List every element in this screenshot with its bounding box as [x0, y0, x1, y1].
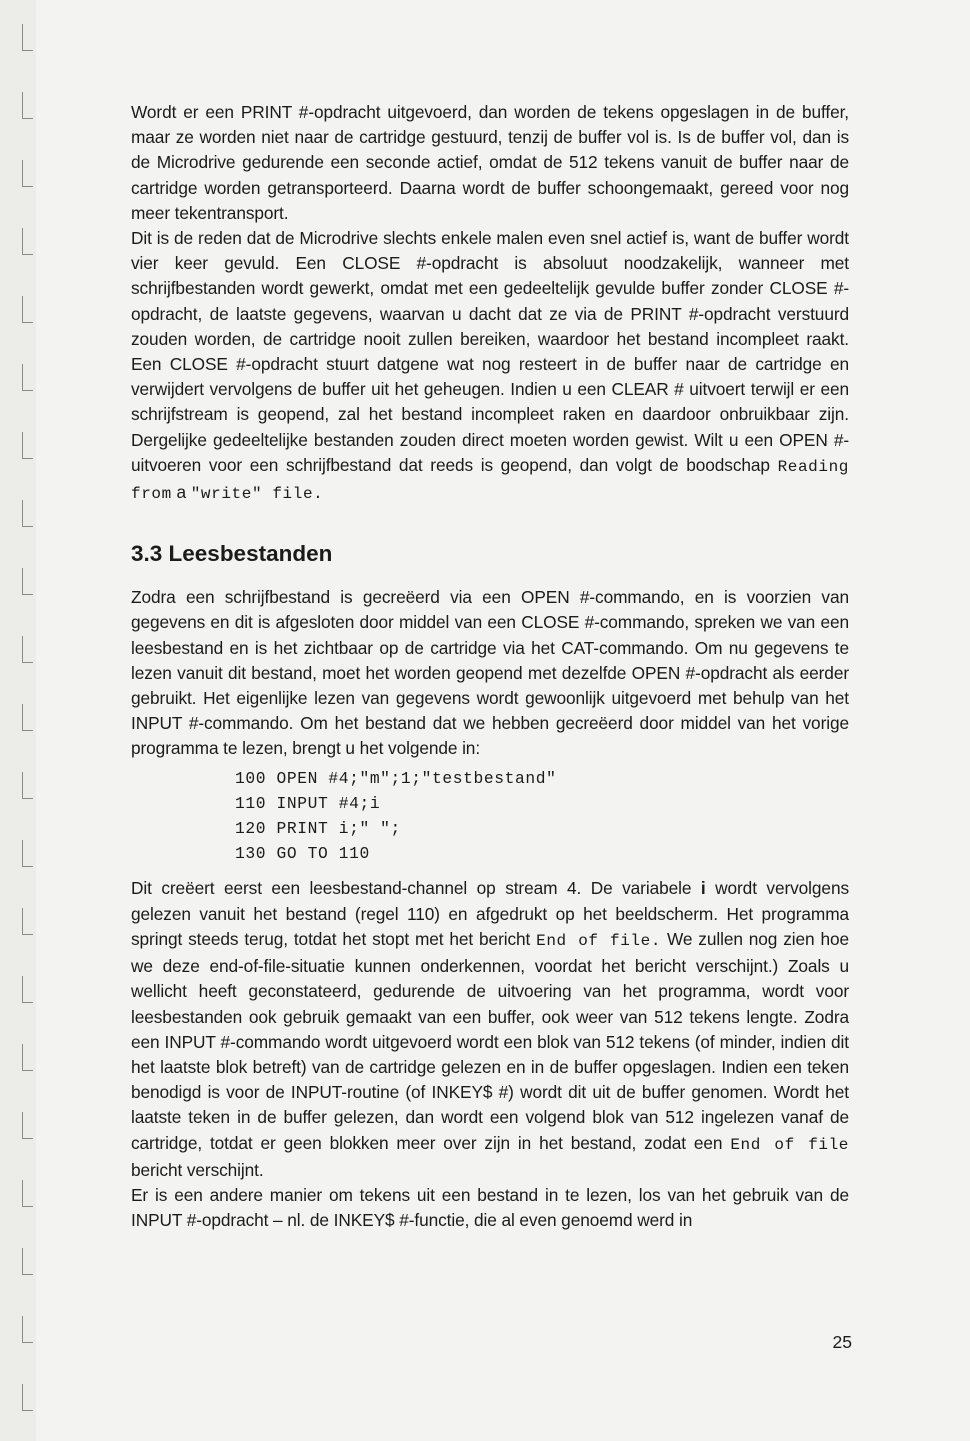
paragraph-text: wordt vervolgens gelezen vanuit het bestand (regel 110) en afgedrukt op het beeldscherm. Het programma springt steeds terug, totdat het stopt met het bericht — [131, 878, 849, 949]
binding-hole — [22, 908, 33, 935]
binding-hole — [22, 772, 33, 799]
binding-hole — [22, 1044, 33, 1071]
code-listing — [235, 766, 849, 867]
binding-hole — [22, 364, 33, 391]
code-line: 110 INPUT #4;i — [235, 793, 381, 813]
paragraph-read-channel — [131, 876, 849, 1182]
inline-code: End of file. — [536, 931, 662, 950]
inline-code: "write" file. — [190, 485, 324, 504]
section-heading: 3.3 Leesbestanden — [131, 541, 333, 567]
binding-hole — [22, 92, 33, 119]
binding-hole — [22, 160, 33, 187]
code-line: 100 OPEN #4;"m";1;"testbestand" — [235, 768, 557, 788]
variable-name: i — [700, 878, 706, 899]
paragraph-print-buffer: Wordt er een PRINT #-opdracht uitgevoerd, dan worden de tekens opgeslagen in de buffer, maar ze worden niet naar de cartridge gestuurd, tenzij de buffer vol is. Is de buffer vol, dan is de Microdrive gedurende een seconde actief, omdat de 512 tekens vanuit de buffer naar de cartridge worden getransporteerd. Daarna wordt de buffer schoongemaakt, gereed voor nog meer tekentransport. — [131, 102, 849, 223]
binding-hole — [22, 704, 33, 731]
inline-code: Reading — [777, 457, 849, 476]
binding-hole — [22, 1248, 33, 1275]
binding-hole — [22, 1180, 33, 1207]
inline-code: from — [131, 485, 172, 504]
paragraph-text: a — [176, 482, 187, 503]
binding-hole — [22, 636, 33, 663]
binding-hole — [22, 296, 33, 323]
paragraph-text: bericht verschijnt. — [131, 1159, 264, 1180]
code-line: 120 PRINT i;" "; — [235, 819, 401, 839]
binding-hole — [22, 1112, 33, 1139]
binding-hole — [22, 568, 33, 595]
binding-hole — [22, 1316, 33, 1343]
binding-hole — [22, 976, 33, 1003]
paragraph-close-required — [131, 226, 849, 507]
paragraph-text: We zullen nog zien hoe we deze end-of-file-situatie kunnen onderkennen, voordat het bericht verschijnt.) Zoals u wellicht heeft geconstateerd, gedurende de uitvoering van het programma, wordt voor leesbestanden ook gebruik gemaakt van een buffer, ook weer van 512 tekens lengte. Zodra een INPUT #-commando wordt uitgevoerd wordt een blok van 512 tekens (of minder, indien dit het laatste blok betreft) van de cartridge gelezen en in de buffer opgeslagen. Indien een teken benodigd is voor de INPUT-routine (of INKEY$ #) wordt dit uit de buffer genomen. Wordt het laatste teken in de buffer gelezen, dan wordt een volgend blok van 512 ingelezen vanaf de cartridge, totdat er geen blokken meer over zijn in het bestand, zodat een — [131, 928, 849, 1153]
paragraph-inkey: Er is een andere manier om tekens uit een bestand in te lezen, los van het gebruik van de INPUT #-opdracht – nl. de INKEY$ #-functie, die al even genoemd werd in — [131, 1184, 849, 1231]
binding-hole — [22, 432, 33, 459]
inline-code: End of file — [730, 1135, 849, 1154]
page-content — [131, 100, 849, 1233]
paragraph-text: Dit is de reden dat de Microdrive slechts enkele malen even snel actief is, want de buffer wordt vier keer gevuld. Een CLOSE #-opdracht is absoluut noodzakelijk, wanneer met schrijfbestanden wordt gewerkt, omdat met een gedeeltelijk gevulde buffer zonder CLOSE #-opdracht, de laatste gegevens, waarvan u dacht dat ze via de PRINT #-opdracht verstuurd zouden worden, de cartridge nooit zullen bereiken, waardoor het bestand incompleet raakt. Een CLOSE #-opdracht stuurt datgene wat nog resteert in de buffer naar de cartridge en verwijdert vervolgens de buffer uit het geheugen. Indien u een CLEAR # uitvoert terwijl er een schrijfstream is geopend, zal het bestand incompleet raken en daardoor onbruikbaar zijn. Dergelijke gedeeltelijke bestanden zouden direct moeten worden gewist. Wilt u een OPEN #-uitvoeren voor een schrijfbestand dat reeds is geopend, dan volgt de boodschap — [131, 228, 849, 475]
binding-hole — [22, 24, 33, 51]
binding-hole — [22, 228, 33, 255]
paragraph-read-files: Zodra een schrijfbestand is gecreëerd via een OPEN #-commando, en is voorzien van gegevens en dit is afgesloten door middel van een CLOSE #-commando, spreken we van een leesbestand en is het zichtbaar op de cartridge via het CAT-commando. Om nu gegevens te lezen vanuit dit bestand, moet het worden geopend met dezelfde OPEN #-opdracht als eerder gebruikt. Het eigenlijke lezen van gegevens wordt gewoonlijk uitgevoerd met behulp van het INPUT #-commando. Om het bestand dat we hebben gecreëerd door middel van het vorige programma te lezen, brengt u het volgende in: — [131, 587, 849, 759]
binding-hole — [22, 1384, 33, 1411]
binding-hole — [22, 500, 33, 527]
page-number: 25 — [832, 1332, 852, 1352]
binding-holes — [22, 0, 36, 1441]
binding-hole — [22, 840, 33, 867]
paragraph-text: Dit creëert eerst een leesbestand-channel op stream 4. De variabele — [131, 878, 701, 899]
code-line: 130 GO TO 110 — [235, 844, 370, 864]
